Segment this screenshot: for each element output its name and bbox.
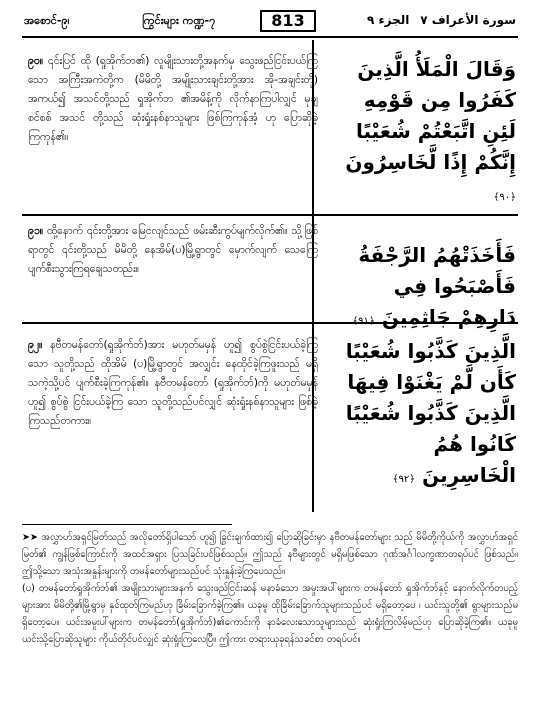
verse-block-92 (22, 336, 518, 512)
translation-text: နဗီတမန်တော်(ရှုအိုက်ဘ်)အား မဟုတ်မမှန် ဟူ၍ စွပ်စွဲငြင်းပယ်ခဲ့ကြသော သူတို့သည် ထိုအိမ် (ပ)မြို့ရွာတွင် အလျှင်း နေထိုင်ခဲ့ကြဖူးသည် မရှိ သကဲ့သို့ပင် ပျက်စီးခဲ့ကြကုန်၏။ နဗီတမန်တော် (ရှုအိုက်ဘ်)ကို မဟုတ်မမှန်ဟူ၍ စွပ်စွဲ ငြင်းပယ်ခဲ့ကြ သော သူတို့သည်ပင်လျှင် ဆုံးရှုံးနစ်နာသူများ ဖြစ်ခဲ့ ကြသည်တကား။ (28, 339, 318, 427)
verse-divider (22, 322, 518, 324)
header-divider (22, 36, 518, 38)
arabic-text: فَأَخَذَتْهُمُ الرَّجْفَةُ فَأَصْبَحُوا فِي دَارِهِمْ جَاثِمِينَ (358, 243, 516, 329)
header-section: ကြွင်းများ ကဏ္ဍ-၇ (142, 14, 216, 27)
arabic-text: وَقَالَ الْمَلَأُ الَّذِينَ كَفَرُوا مِن قَوْمِهِ لَئِنِ اتَّبَعْتُمْ شُعَيْبًا إِنَّكُمْ إِذًا لَّخَاسِرُونَ (345, 57, 516, 174)
verse-divider (22, 214, 518, 216)
header-volume: အစောင်-၉၊ (24, 14, 70, 27)
footnote-2: (ပ) တမန်တော်ရှုအိုက်ဘ်၏ အမျိုးသားများအနက် သွေးဖည်ငြင်းဆန် မနာခံသော အမှုးအပါ်များက တမန်တော် ရှုအိုက်ဘ်နှင့် နောက်လိုက်တပည့်များအား မိမိတို့၏မြို့ရွာမှ နှင်ထုတ်ကြမည်ဟု ခြိမ်းခြောက်ခဲ့ကြ၏။ ယခုမူ ထိုခြိမ်းခြောက်သူများသည်ပင် မရှိတော့ပေ ၊ ယင်းသူတို့၏ ရွာများသည်မရှိတော့ပေ။ ယင်းအမှုးပါ်များက တမန်တော်(ရှုအိုက်ဘ်)၏ကောင်းကို နာခံလေးသောသူများသည် ဆုံးရှုံးကြလိမ့်မည်ဟု ပြောဆိုခဲ့ကြ၏။ ယခုမူ ယင်းသို့ပြောဆိုသူများ ကိုယ်တိုင်ပင်လျှင် ဆုံးရှုံးကြလေပြီ။ ဤကား တရားယုခုရန်သခင်စာ တရပ်ပင်။ (22, 583, 518, 645)
arabic-92 (340, 336, 516, 495)
translation-90 (28, 52, 318, 147)
translation-92 (28, 336, 318, 431)
translation-text: ထို့နောက် ၎င်းတို့အား မြေငလျင်သည် ဖမ်းဆီးကွပ်မျက်လိုက်၏။ သို့ဖြစ်ရာတွင် ၎င်းတို့သည် မိမိတို့ နေအိမ်(ပ)မြို့ရွာတွင် မှောက်လျက် သေကြေ ပျက်စီးသွားကြရချေသတည်း။ (28, 225, 318, 275)
ayah-marker: ﴿٩٢﴾ (392, 474, 416, 485)
header-juz: الجزء ٩ (367, 13, 410, 27)
verse-block-90 (22, 52, 518, 208)
verse-block-91 (22, 222, 518, 329)
ayah-marker: ﴿٩٠﴾ (493, 192, 516, 203)
verse-number: ၉၀။ (28, 55, 43, 67)
verse-number: ၉၂။ (28, 339, 43, 351)
page-number: 813 (260, 10, 316, 32)
footnote-divider (22, 524, 232, 525)
translation-text: ၎င်းပြင် ထို (ရှုအိုက်ဘ၏) လူမျိုးသားတို့အနက်မှ သွေးဖည်ငြင်းပယ်ကြသော အကြီးအကဲတို့က (မိမိတို့ အမျိုးသားချင်းတို့အား အို-အချင်းတို့) အကယ်၍ အသင်တို့သည် ရှုအိုက်ဘ ၏အမိန့်ကို လိုက်နာကြပါလျှင် မုချစင်စစ် အသင် တို့သည် ဆုံးရှုံးနစ်နာသူများ ဖြစ်ကြကုန်အံ့ ဟု ပြောဆိုခဲ့ကြကုန်၏။ (28, 55, 318, 143)
page-header (22, 10, 518, 36)
footnote-1: ➤➤ အလွှာဟ်အရှင်မြတ်သည် အလိုတော်ရှိပါသော် ဟူ၍ ခြွင်းချက်ထား၍ ပြောဆိုခြင်းမှာ နဗီတမန်တော်များ သည် မိမိတို့ကိုယ်ကို အလွှာဟ်အရှင်မြတ်၏ ကျွန်ဖြစ်ကြောင်းကို အထင်အရှား ပြသခြင်းပင်ဖြစ်သည်။ ဤသည် နဗီများတွင် မရှိမဖြစ်သော ဂုဏ်အင်္ဂါလက္ခဏာတရပ်ပင် ဖြစ်သည်။ ဤသို့သော အသုံးအနှုန်းများကို တမန်တော်များသည်ပင် သုံးနှုန်းခဲ့ကြပေသည်။ (22, 532, 518, 577)
verse-number: ၉၁။ (28, 225, 43, 237)
arabic-text: الَّذِينَ كَذَّبُوا شُعَيْبًا كَأَن لَّمْ يَغْنَوْا فِيهَا الَّذِينَ كَذَّبُوا شُعَيْبًا كَانُوا هُمُ الْخَاسِرِينَ (345, 339, 516, 487)
translation-91 (28, 222, 318, 279)
footnotes (22, 524, 518, 648)
ayah-marker: ﴿٩١﴾ (352, 316, 375, 327)
header-surah: سورة الأعراف ٧ (420, 13, 516, 27)
arabic-90 (340, 54, 516, 213)
